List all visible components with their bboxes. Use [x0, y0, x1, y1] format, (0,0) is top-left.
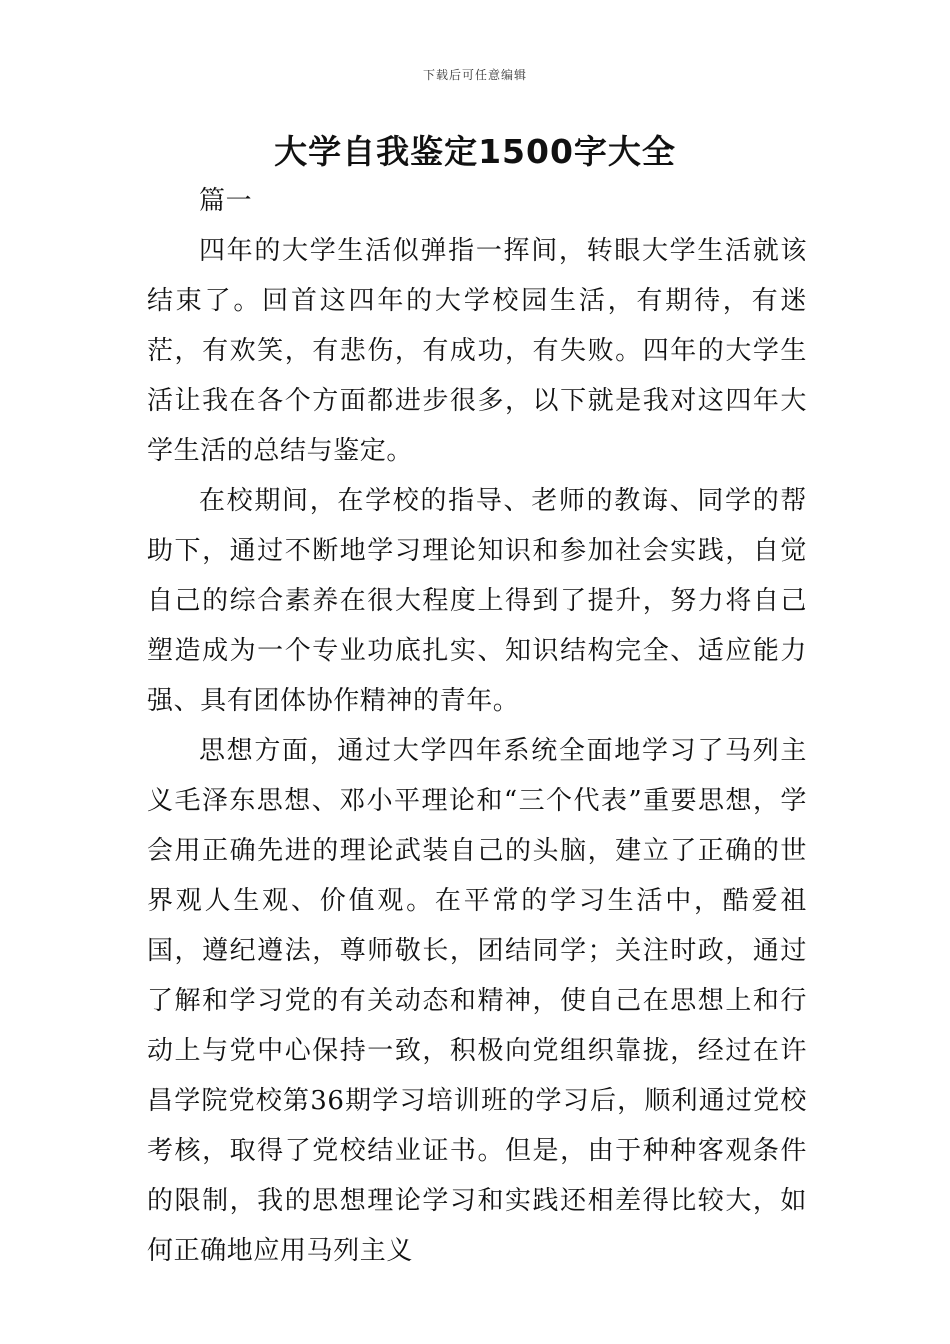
paragraph-2: 在校期间，在学校的指导、老师的教诲、同学的帮助下，通过不断地学习理论知识和参加社会实践，自觉自己的综合素养在很大程度上得到了提升，努力将自己塑造成为一个专业功底扎实、知识结构完全、适应能力强、具有团体协作精神的青年。: [147, 486, 807, 716]
header-note: 下载后可任意编辑: [422, 68, 527, 82]
document-title: 大学自我鉴定1500字大全: [274, 132, 676, 171]
document-body: [147, 176, 807, 1276]
paragraph-3: 思想方面，通过大学四年系统全面地学习了马列主义毛泽东思想、邓小平理论和“三个代表”重要思想，学会用正确先进的理论武装自己的头脑，建立了正确的世界观人生观、价值观。在平常的学习生活中，酷爱祖国，遵纪遵法，尊师敬长，团结同学；关注时政，通过了解和学习党的有关动态和精神，使自己在思想上和行动上与党中心保持一致，积极向党组织靠拢，经过在许昌学院党校第36期学习培训班的学习后，顺利通过党校考核，取得了党校结业证书。但是，由于种种客观条件的限制，我的思想理论学习和实践还相差得比较大，如何正确地应用马列主义: [147, 736, 807, 1266]
paragraph-1: 四年的大学生活似弹指一挥间，转眼大学生活就该结束了。回首这四年的大学校园生活，有期待，有迷茫，有欢笑，有悲伤，有成功，有失败。四年的大学生活让我在各个方面都进步很多，以下就是我对这四年大学生活的总结与鉴定。: [147, 236, 807, 466]
section-label: 篇一: [199, 186, 253, 216]
